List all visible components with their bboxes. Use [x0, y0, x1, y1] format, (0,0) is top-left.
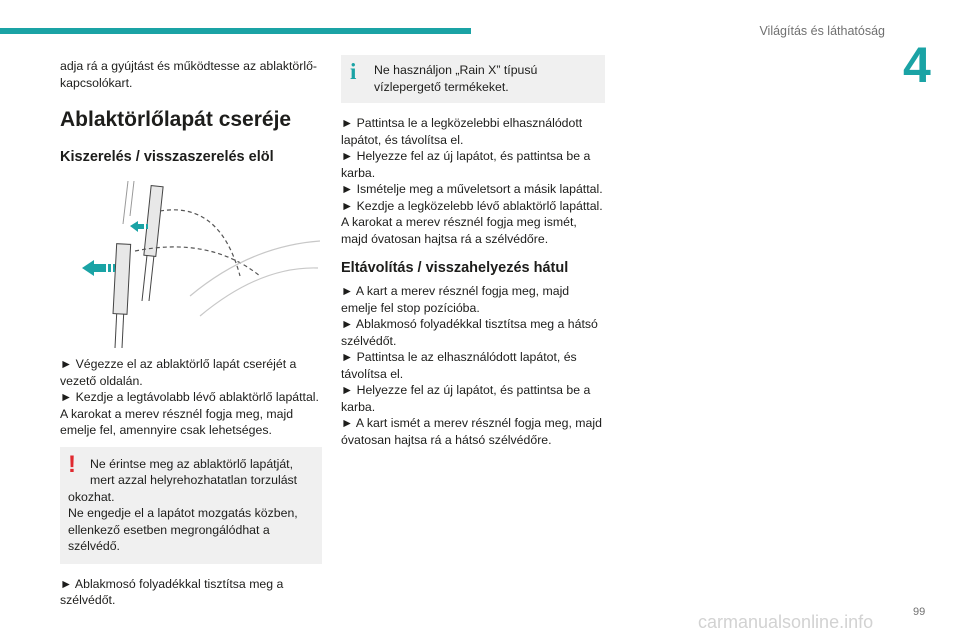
warning-line: mert azzal helyrehozhatatlan torzulást [90, 473, 298, 487]
front-subheading: Kiszerelés / visszaszerelés elöl [60, 149, 274, 165]
step-line: ► Kezdje a legközelebb lévő ablaktörlő lapáttal. [341, 198, 603, 213]
warning-box [60, 447, 322, 564]
step-line: ► Ablakmosó folyadékkal tisztítsa meg a szélvédőt. [60, 576, 284, 607]
wiper-blade-left [113, 244, 131, 315]
rear-subheading: Eltávolítás / visszahelyezés hátul [341, 260, 569, 276]
right-column [341, 55, 605, 448]
step-line: ► Ismételje meg a műveletsort a másik lapáttal. [341, 182, 603, 196]
step-line: A karokat a merev résznél fogja meg, majd emelje fel, amennyire csak lehetséges. [60, 406, 294, 437]
warning-line: okozhat. [68, 489, 115, 504]
step-line: ► A kart a merev résznél fogja meg, majd emelje fel stop pozícióba. [341, 284, 570, 315]
info-icon: i [350, 59, 357, 84]
warning-line: Ne érintse meg az ablaktörlő lapátját, [90, 456, 294, 471]
step-line: ► Végezze el az ablaktörlő lapát cseréjét a vezető oldalán. [60, 357, 297, 388]
warning-line: Ne engedje el a lapátot mozgatás közben, ellenkező esetben megrongálódhat a szélvédő. [68, 506, 298, 553]
left-column [60, 58, 322, 609]
section-title: Világítás és láthatóság [759, 24, 885, 38]
step-line: ► Ablakmosó folyadékkal tisztítsa meg a hátsó szélvédőt. [341, 317, 598, 348]
intro-text: adja rá a gyújtást és működtesse az ablaktörlő-kapcsolókart. [60, 59, 318, 90]
wiper-blade-right [144, 186, 163, 257]
exclamation-icon: ! [68, 450, 76, 478]
chapter-accent-bar [0, 28, 471, 34]
step-line: ► Pattintsa le a legközelebbi elhasználódott lapátot, és távolítsa el. [341, 116, 583, 147]
sweep-arc-upper [160, 210, 240, 276]
watermark: carmanualsonline.info [698, 612, 874, 632]
step-line: ► A kart ismét a merev résznél fogja meg, majd óvatosan hajtsa rá a hátsó szélvédőre. [341, 416, 602, 447]
info-text: Ne használjon „Rain X” típusú vízlepergető termékeket. [374, 63, 538, 94]
info-box [341, 55, 605, 103]
page-heading: Ablaktörlőlapát cseréje [60, 108, 292, 131]
wiper-illustration [60, 176, 322, 348]
step-line: ► Helyezze fel az új lapátot, és pattintsa be a karba. [341, 149, 591, 180]
page-number: 99 [913, 606, 926, 618]
step-line: ► Pattintsa le az elhasználódott lapátot, és távolítsa el. [341, 350, 577, 381]
step-line: ► Helyezze fel az új lapátot, és pattintsa be a karba. [341, 383, 591, 414]
chapter-number: 4 [903, 37, 931, 93]
step-line: ► Kezdje a legtávolabb lévő ablaktörlő lapáttal. [60, 390, 319, 404]
step-line: A karokat a merev résznél fogja meg ismét, majd óvatosan hajtsa rá a szélvédőre. [341, 215, 577, 246]
arrow-icon [82, 221, 148, 276]
